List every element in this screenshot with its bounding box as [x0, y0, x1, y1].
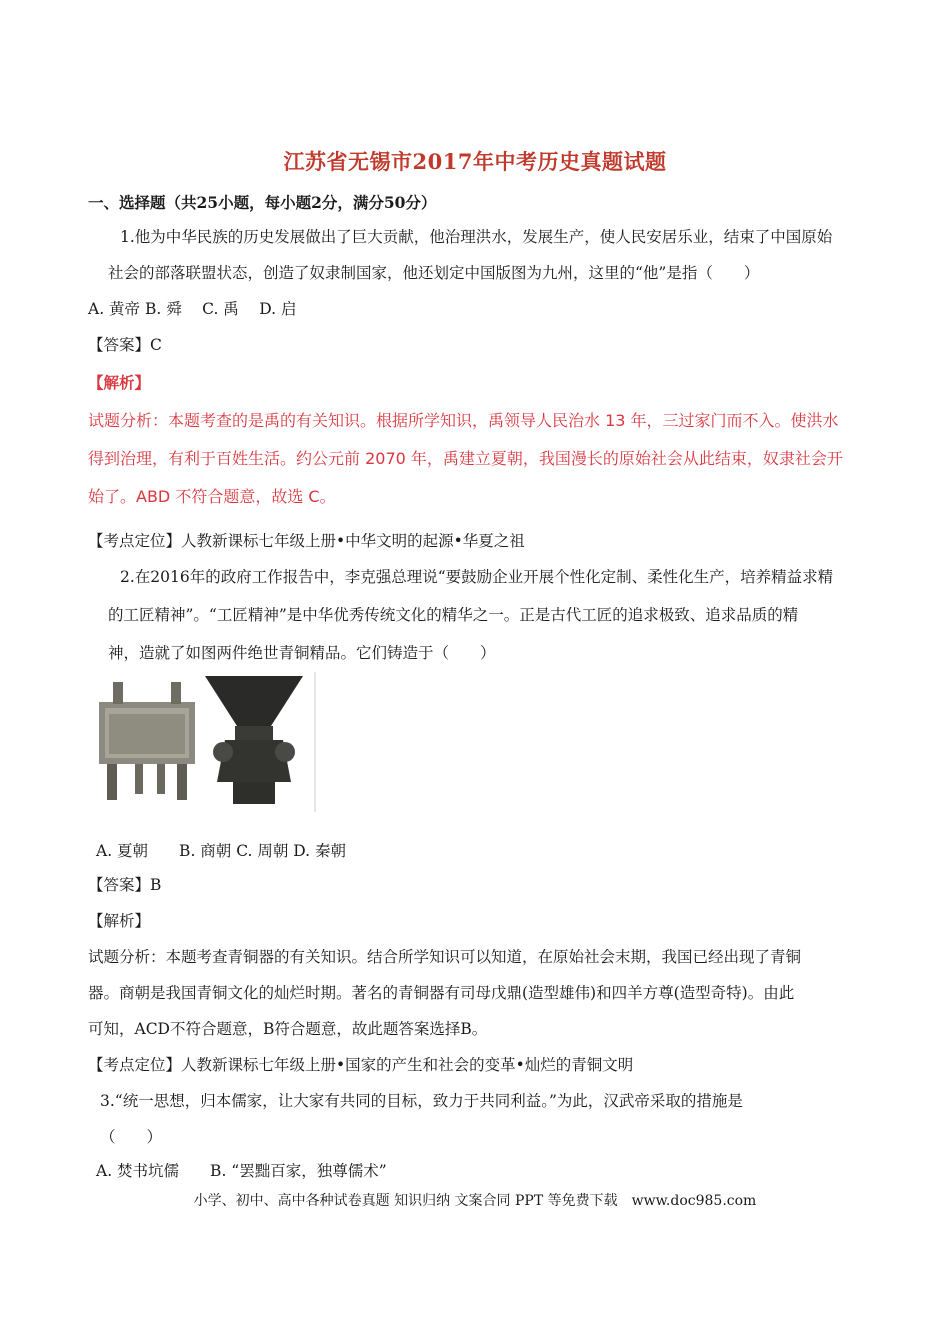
- q2-analysis-line3: 可知，ACD不符合题意，B符合题意，故此题答案选择B。: [88, 1020, 488, 1038]
- q2-stem-line3: 神，造就了如图两件绝世青铜精品。它们铸造于（ ）: [108, 644, 496, 662]
- section-heading: 一、选择题（共25小题，每小题2分，满分50分）: [88, 193, 437, 212]
- q1-analysis-heading: 【解析】: [88, 374, 151, 392]
- q1-analysis-line3: 始了。ABD 不符合题意，故选 C。: [88, 487, 336, 506]
- page-footer: 小学、初中、高中各种试卷真题 知识归纳 文案合同 PPT 等免费下载 www.doc985.com: [193, 1193, 757, 1209]
- q3-stem-line2: （ ）: [100, 1128, 163, 1146]
- q2-analysis-heading: 【解析】: [88, 912, 151, 930]
- q2-stem-line1: 2.在2016年的政府工作报告中，李克强总理说“要鼓励企业开展个性化定制、柔性化生产，培养精益求精: [120, 568, 834, 586]
- q2-analysis-line2: 器。商朝是我国青铜文化的灿烂时期。著名的青铜器有司母戊鼎(造型雄伟)和四羊方尊(造型奇特)。由此: [88, 984, 795, 1002]
- q3-stem-line1: 3.“统一思想，归本儒家，让大家有共同的目标，致力于共同利益。”为此，汉武帝采取的措施是: [100, 1092, 743, 1110]
- q2-analysis-line1: 试题分析：本题考查青铜器的有关知识。结合所学知识可以知道，在原始社会末期，我国已经出现了青铜: [88, 948, 802, 966]
- q2-answer: 【答案】B: [88, 876, 162, 894]
- q1-stem-line1: 1.他为中华民族的历史发展做出了巨大贡献，他治理洪水，发展生产，使人民安居乐业，结束了中国原始: [120, 228, 833, 246]
- q2-options: A. 夏朝 B. 商朝 C. 周朝 D. 秦朝: [96, 842, 347, 860]
- q1-answer: 【答案】C: [88, 336, 162, 354]
- q1-analysis-line2: 得到治理，有利于百姓生活。约公元前 2070 年，禹建立夏朝，我国漫长的原始社会从此结束，奴隶社会开: [88, 449, 843, 468]
- q1-options: A. 黄帝 B. 舜 C. 禹 D. 启: [88, 300, 297, 318]
- page-title: 江苏省无锡市2017年中考历史真题试题: [283, 149, 667, 174]
- q3-options: A. 焚书坑儒 B. “罢黜百家，独尊儒术”: [96, 1162, 387, 1180]
- q2-stem-line2: 的工匠精神”。“工匠精神”是中华优秀传统文化的精华之一。正是古代工匠的追求极致、追求品质的精: [108, 606, 799, 624]
- q1-stem-line2: 社会的部落联盟状态，创造了奴隶制国家，他还划定中国版图为九州，这里的“他”是指（ ）: [108, 264, 760, 282]
- q2-location: 【考点定位】人教新课标七年级上册•国家的产生和社会的变革•灿烂的青铜文明: [88, 1056, 634, 1074]
- bronze-vessels-figure: [95, 672, 317, 812]
- q1-analysis-line1: 试题分析：本题考查的是禹的有关知识。根据所学知识，禹领导人民治水 13 年，三过家门而不入。使洪水: [88, 411, 839, 430]
- q1-location: 【考点定位】人教新课标七年级上册•中华文明的起源•华夏之祖: [88, 532, 525, 550]
